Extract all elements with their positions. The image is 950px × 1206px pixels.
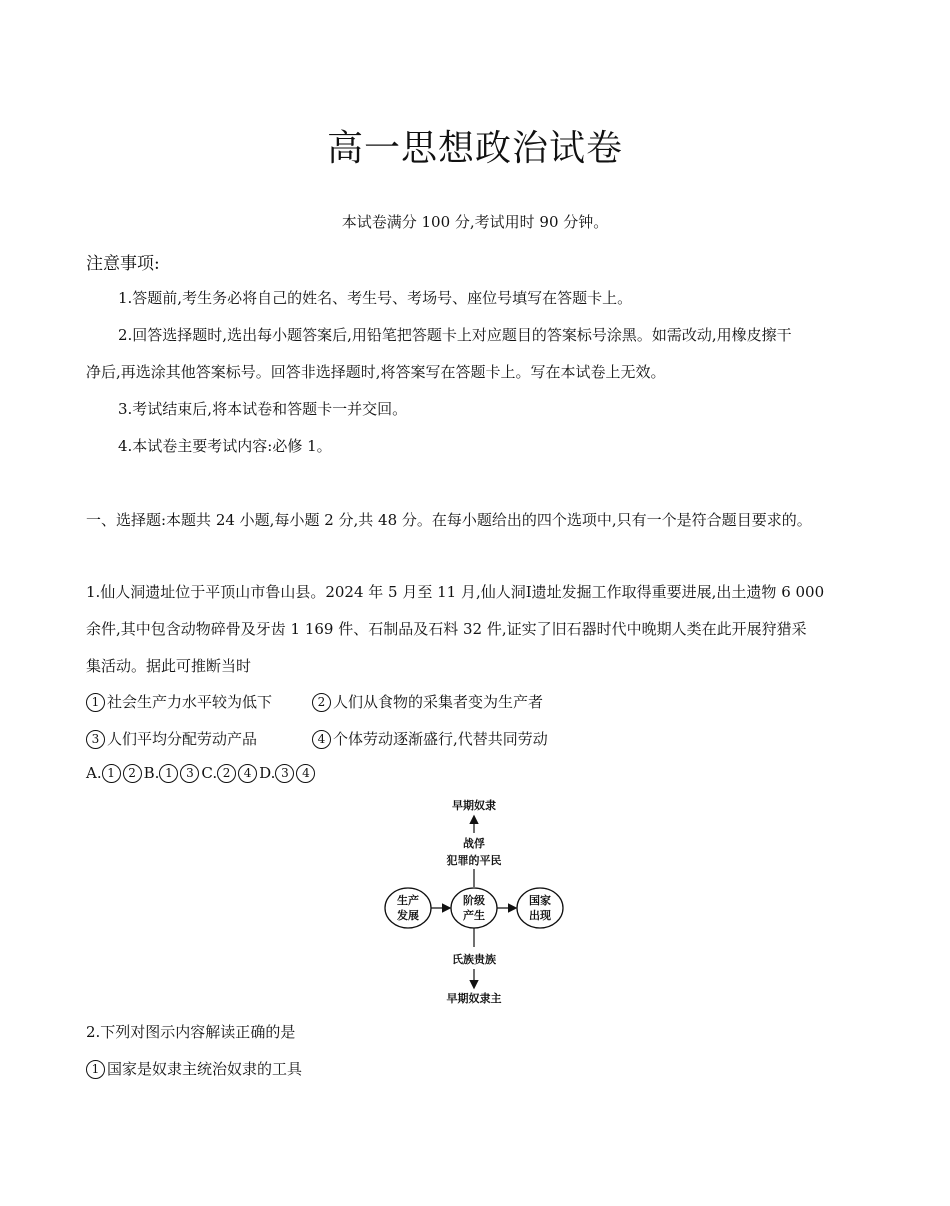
answer-number: 4 [238,764,257,783]
notice-item-continued: 净后,再选涂其他答案标号。回答非选择题时,将答案写在答题卡上。写在本试卷上无效。 [86,363,666,381]
node-state-text: 国家 [529,894,551,907]
answer-letter: B. [143,764,160,782]
diagram-upper-label: 战俘 [463,837,485,850]
answer-number: 1 [159,764,178,783]
exam-info: 本试卷满分 100 分,考试用时 90 分钟。 [341,213,609,231]
answer-number: 3 [275,764,294,783]
node-class-text: 产生 [463,909,485,922]
question-1-line: 集活动。据此可推断当时 [86,657,252,675]
notice-heading: 注意事项: [86,254,160,274]
notice-item: 3.考试结束后,将本试卷和答题卡一并交回。 [118,400,408,418]
class-state-diagram [380,795,570,1010]
node-production-text: 发展 [397,909,419,922]
q1-option [312,728,548,749]
option-text: 人们平均分配劳动产品 [107,730,258,748]
node-class-text: 阶级 [463,894,485,907]
option-number: 3 [86,730,105,749]
section-heading: 一、选择题:本题共 24 小题,每小题 2 分,共 48 分。在每小题给出的四个选项中,只有一个是符合题目要求的。 [86,511,812,529]
question-1-line: 余件,其中包含动物碎骨及牙齿 1 169 件、石制品及石料 32 件,证实了旧石器时代中晚期人类在此开展狩猎采 [86,620,807,638]
answer-number: 3 [180,764,199,783]
q1-answer-choices [86,764,317,783]
page-title: 高一思想政治试卷 [326,128,623,169]
option-text: 个体劳动逐渐盛行,代替共同劳动 [333,730,548,748]
diagram-bottom-label: 早期奴隶主 [446,992,502,1005]
answer-number: 2 [123,764,142,783]
q1-option [86,691,272,712]
notice-item: 4.本试卷主要考试内容:必修 1。 [118,437,332,455]
diagram-top-label: 早期奴隶 [452,799,496,812]
answer-letter: D. [259,764,276,782]
answer-letter: A. [86,764,102,782]
option-number: 1 [86,693,105,712]
diagram-lower-label: 氏族贵族 [452,953,496,966]
answer-letter: C. [201,764,218,782]
q1-option [86,728,257,749]
notice-item: 2.回答选择题时,选出每小题答案后,用铅笔把答题卡上对应题目的答案标号涂黑。如需改动,用橡皮擦干 [118,326,792,344]
answer-number: 2 [217,764,236,783]
question-1-line: 1.仙人洞遗址位于平顶山市鲁山县。2024 年 5 月至 11 月,仙人洞I遗址发掘工作取得重要进展,出土遗物 6 000 [86,583,825,601]
answer-number: 4 [296,764,315,783]
option-text: 社会生产力水平较为低下 [107,693,273,711]
option-text: 国家是奴隶主统治奴隶的工具 [107,1060,303,1078]
option-number: 4 [312,730,331,749]
node-state-text: 出现 [529,909,551,922]
diagram-upper-label: 犯罪的平民 [446,854,502,867]
q2-option [86,1058,302,1079]
notice-item: 1.答题前,考生务必将自己的姓名、考生号、考场号、座位号填写在答题卡上。 [118,289,633,307]
option-text: 人们从食物的采集者变为生产者 [333,693,544,711]
option-number: 1 [86,1060,105,1079]
q1-option [312,691,543,712]
answer-number: 1 [102,764,121,783]
option-number: 2 [312,693,331,712]
question-2-stem: 2.下列对图示内容解读正确的是 [86,1023,296,1041]
node-production-text: 生产 [397,894,419,907]
